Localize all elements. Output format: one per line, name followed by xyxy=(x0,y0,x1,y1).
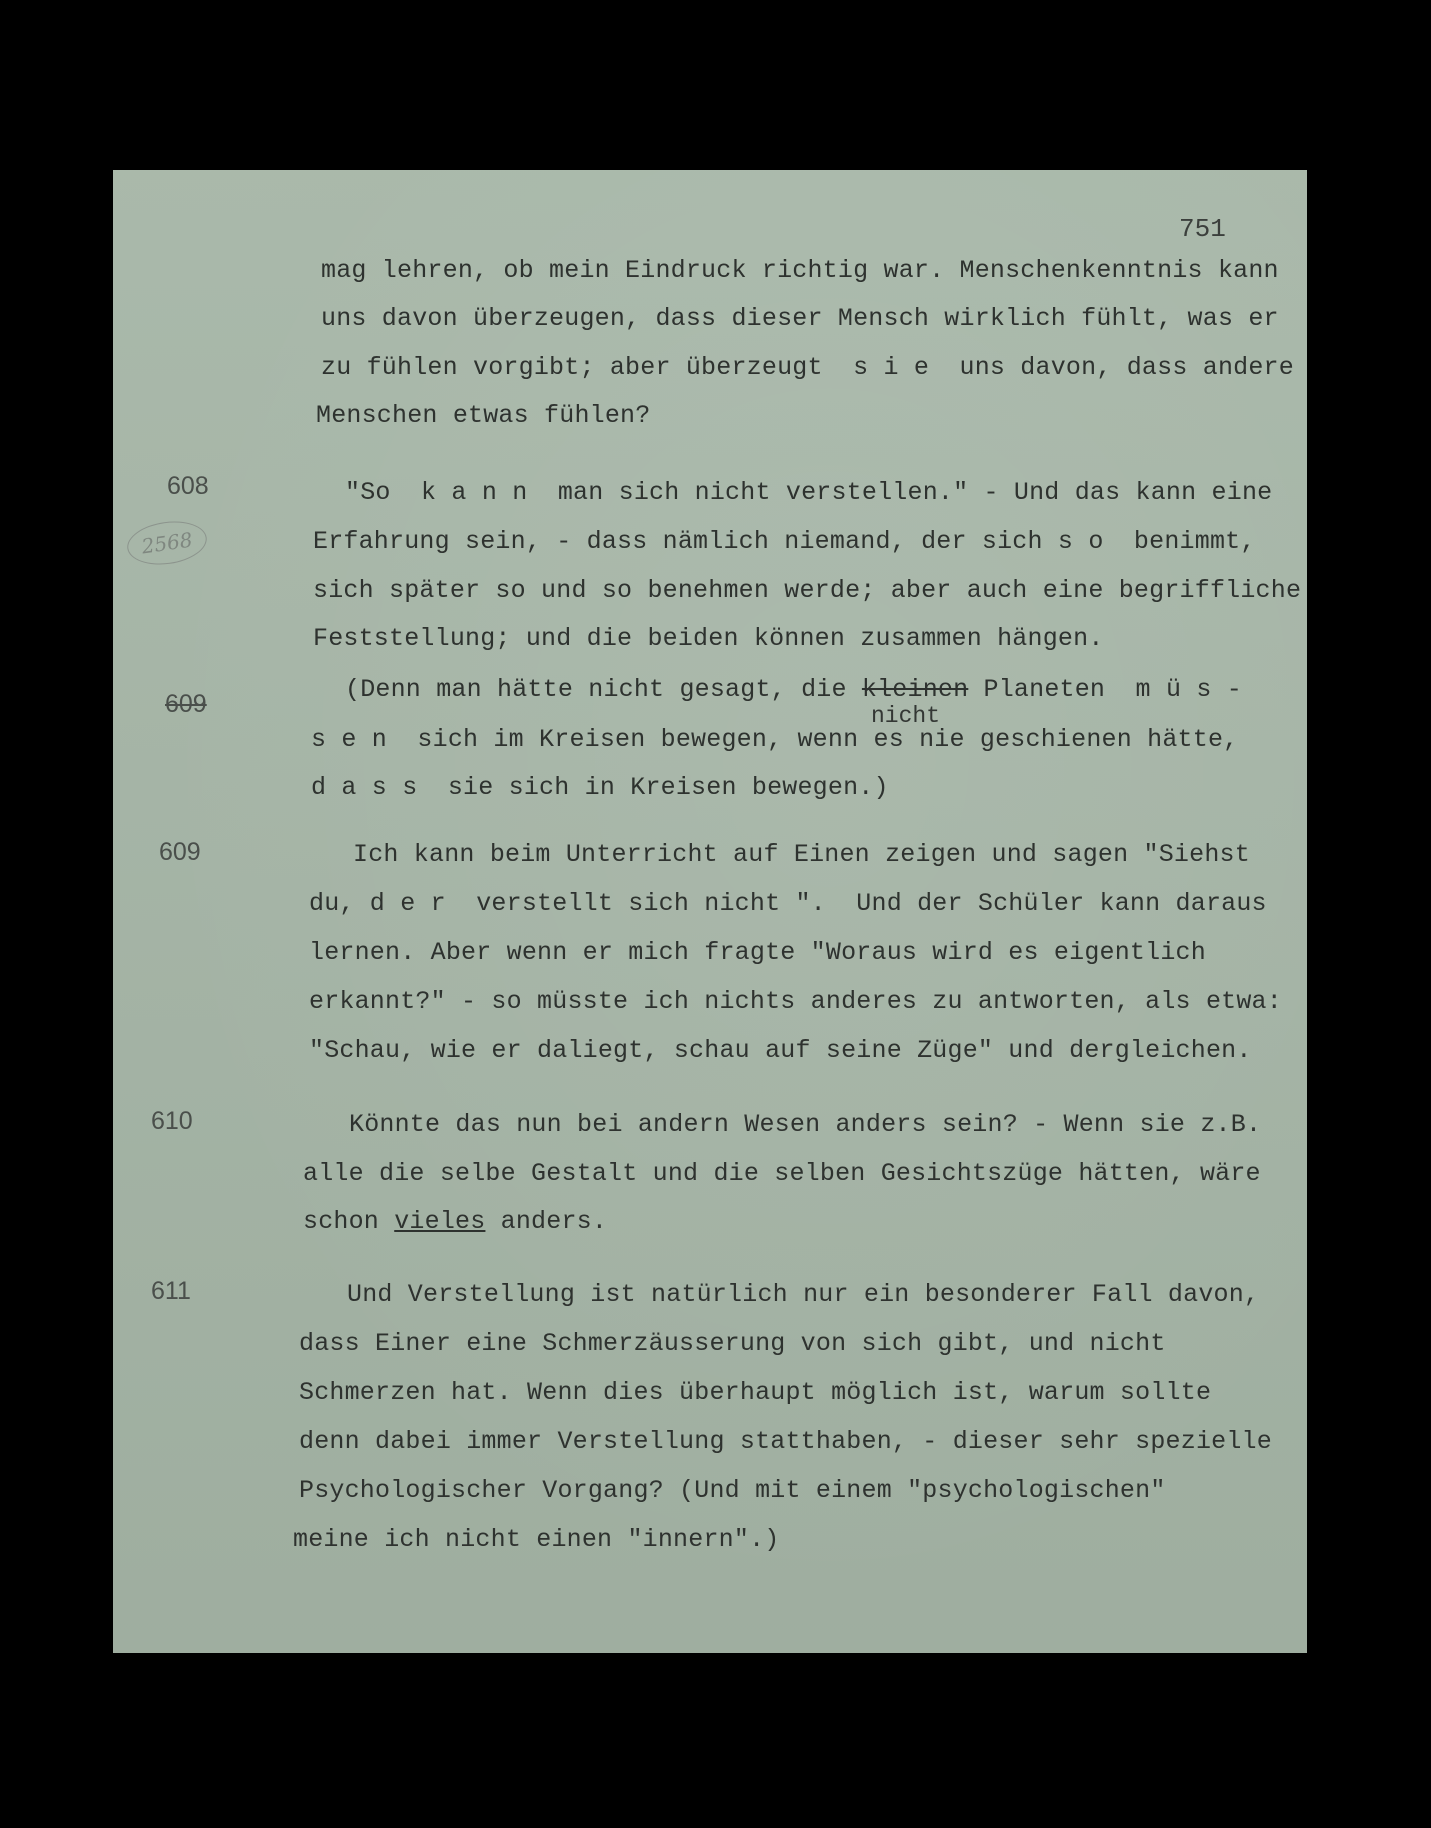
text-line: d a s s sie sich in Kreisen bewegen.) xyxy=(311,773,889,802)
text-line: Menschen etwas fühlen? xyxy=(316,401,651,430)
text-line: sich später so und so benehmen werde; aber auch eine begriffliche xyxy=(313,576,1302,605)
archive-number-stamp: 2568 xyxy=(124,517,209,570)
text-line: Ich kann beim Unterricht auf Einen zeigen und sagen "Siehst xyxy=(353,840,1250,869)
text-line: alle die selbe Gestalt und die selben Gesichtszüge hätten, wäre xyxy=(303,1159,1261,1188)
page-number: 751 xyxy=(1179,214,1226,244)
text-segment: schon xyxy=(303,1207,395,1236)
text-line: du, d e r verstellt sich nicht ". Und der Schüler kann daraus xyxy=(309,889,1267,918)
text-line: Erfahrung sein, - dass nämlich niemand, der sich s o benimmt, xyxy=(313,527,1256,556)
text-line: uns davon überzeugen, dass dieser Mensch wirklich fühlt, was er xyxy=(321,304,1279,333)
typescript-page xyxy=(113,170,1307,1653)
text-line: dass Einer eine Schmerzäusserung von sich gibt, und nicht xyxy=(299,1329,1166,1358)
text-line: lernen. Aber wenn er mich fragte "Woraus wird es eigentlich xyxy=(309,938,1206,967)
text-line: s e n sich im Kreisen bewegen, wenn es nie geschienen hätte, xyxy=(311,725,1239,754)
text-line: zu fühlen vorgibt; aber überzeugt s i e uns davon, dass andere xyxy=(321,353,1294,382)
text-line: Könnte das nun bei andern Wesen anders sein? - Wenn sie z.B. xyxy=(349,1110,1262,1139)
text-line: erkannt?" - so müsste ich nichts anderes zu antworten, als etwa: xyxy=(309,987,1282,1016)
text-line: Schmerzen hat. Wenn dies überhaupt möglich ist, warum sollte xyxy=(299,1378,1212,1407)
text-line: Und Verstellung ist natürlich nur ein besonderer Fall davon, xyxy=(347,1280,1260,1309)
remark-number-609: 609 xyxy=(159,838,201,866)
text-line: "Schau, wie er daliegt, schau auf seine Züge" und dergleichen. xyxy=(309,1036,1252,1065)
remark-number-struck: 609 xyxy=(165,690,207,718)
text-segment: Planeten m ü s - xyxy=(968,675,1242,704)
text-line-composite xyxy=(303,1207,607,1236)
remark-number-611: 611 xyxy=(151,1277,191,1305)
remark-number-608: 608 xyxy=(167,472,209,500)
text-segment: (Denn man hätte nicht gesagt, die xyxy=(345,675,862,704)
interlinear-insertion: nicht xyxy=(871,703,941,729)
text-line: meine ich nicht einen "innern".) xyxy=(293,1525,780,1554)
text-line-composite xyxy=(345,675,1242,704)
text-segment: anders. xyxy=(485,1207,608,1236)
text-line: denn dabei immer Verstellung statthaben, - dieser sehr spezielle xyxy=(299,1427,1272,1456)
text-line: Psychologischer Vorgang? (Und mit einem "psychologischen" xyxy=(299,1476,1166,1505)
remark-number-610: 610 xyxy=(151,1107,193,1135)
text-line: mag lehren, ob mein Eindruck richtig war. Menschenkenntnis kann xyxy=(321,256,1279,285)
text-line: Feststellung; und die beiden können zusammen hängen. xyxy=(313,624,1104,653)
text-line: "So k a n n man sich nicht verstellen." - Und das kann eine xyxy=(345,478,1273,507)
struck-word: kleinen xyxy=(861,675,969,704)
underlined-word: vieles xyxy=(394,1207,486,1236)
